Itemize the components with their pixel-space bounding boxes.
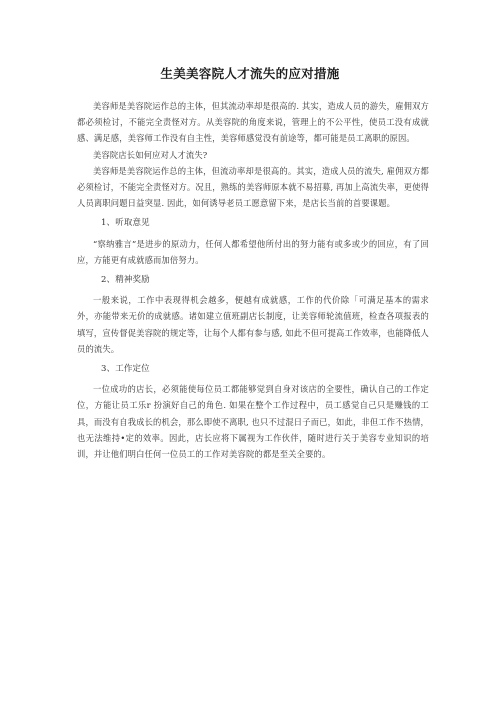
paragraph-context: 美容师是美容院运作总的主体，但流动率却是很高的。其实，造成人员的流失, 雇佣双方都必须检讨，不能完全责怪对方。况且，熟练的美容师原本就不易招募, 再加上高流失率，更使得人员离职问题日益突显. 因此，如何诱导老员工愿意留下来，是店长当前的首要课题。 (77, 165, 429, 209)
document-body (77, 98, 429, 462)
section-heading-reward: 2、精神奖励 (101, 275, 150, 286)
section-heading-position: 3、工作定位 (101, 364, 150, 375)
paragraph-reward: 一般来说，工作中表现得机会越多，便越有成就感，工作的代价除「可满足基本的需求外，亦能带来无价的成就感。诸如建立值班副店长制度，让美容师轮流值班，检查各项报表的填写，宣传督促美容院的规定等，让每个人都有参与感, 如此不但可提高工作效率，也能降低人员的流失。 (77, 295, 429, 354)
section-heading-listen: 1、听取意见 (101, 218, 150, 229)
document-title: 生美美容院人才流失的应对措施 (160, 66, 340, 81)
paragraph-intro: 美容师是美容院运作总的主体，但其流动率却是很高的. 其实，造成人员的游失，雇佣双方都必须检讨，不能完全责怪对方。从美容院的角度来说，管理上的不公平性，使员工没有成就感、满足感，美容师工作没有自主性，美容师感觉没有前途等，都可能是员工离职的原因。 (77, 101, 429, 144)
paragraph-listen: “察纳雅言”是进步的原动力，任何人都希望他所付出的努力能有或多或少的回应，有了回应，方能更有成就感而加倍努力。 (77, 238, 429, 265)
paragraph-question: 美容院店长如何应对人才流失? (93, 149, 208, 160)
paragraph-position: 一位成功的店长，必须能使每位员工都能够觉到自身对该店的全要性，确认自己的工作定位，方能让员工乐r 扮演好自己的角色. 如果在整个工作过程中，员工感觉自己只是赚钱的工具，而没有自我成长的机会，那么即使不离职, 也只不过混日子而已，如此，非但工作不热情，也无法维持•定的效率。因此，店长应将下属视为工作伙伴，随时进行关于美容专业知识的培训，并让他们明白任何一位员工的工作对美容院的都是至关全要的。 (77, 384, 429, 460)
